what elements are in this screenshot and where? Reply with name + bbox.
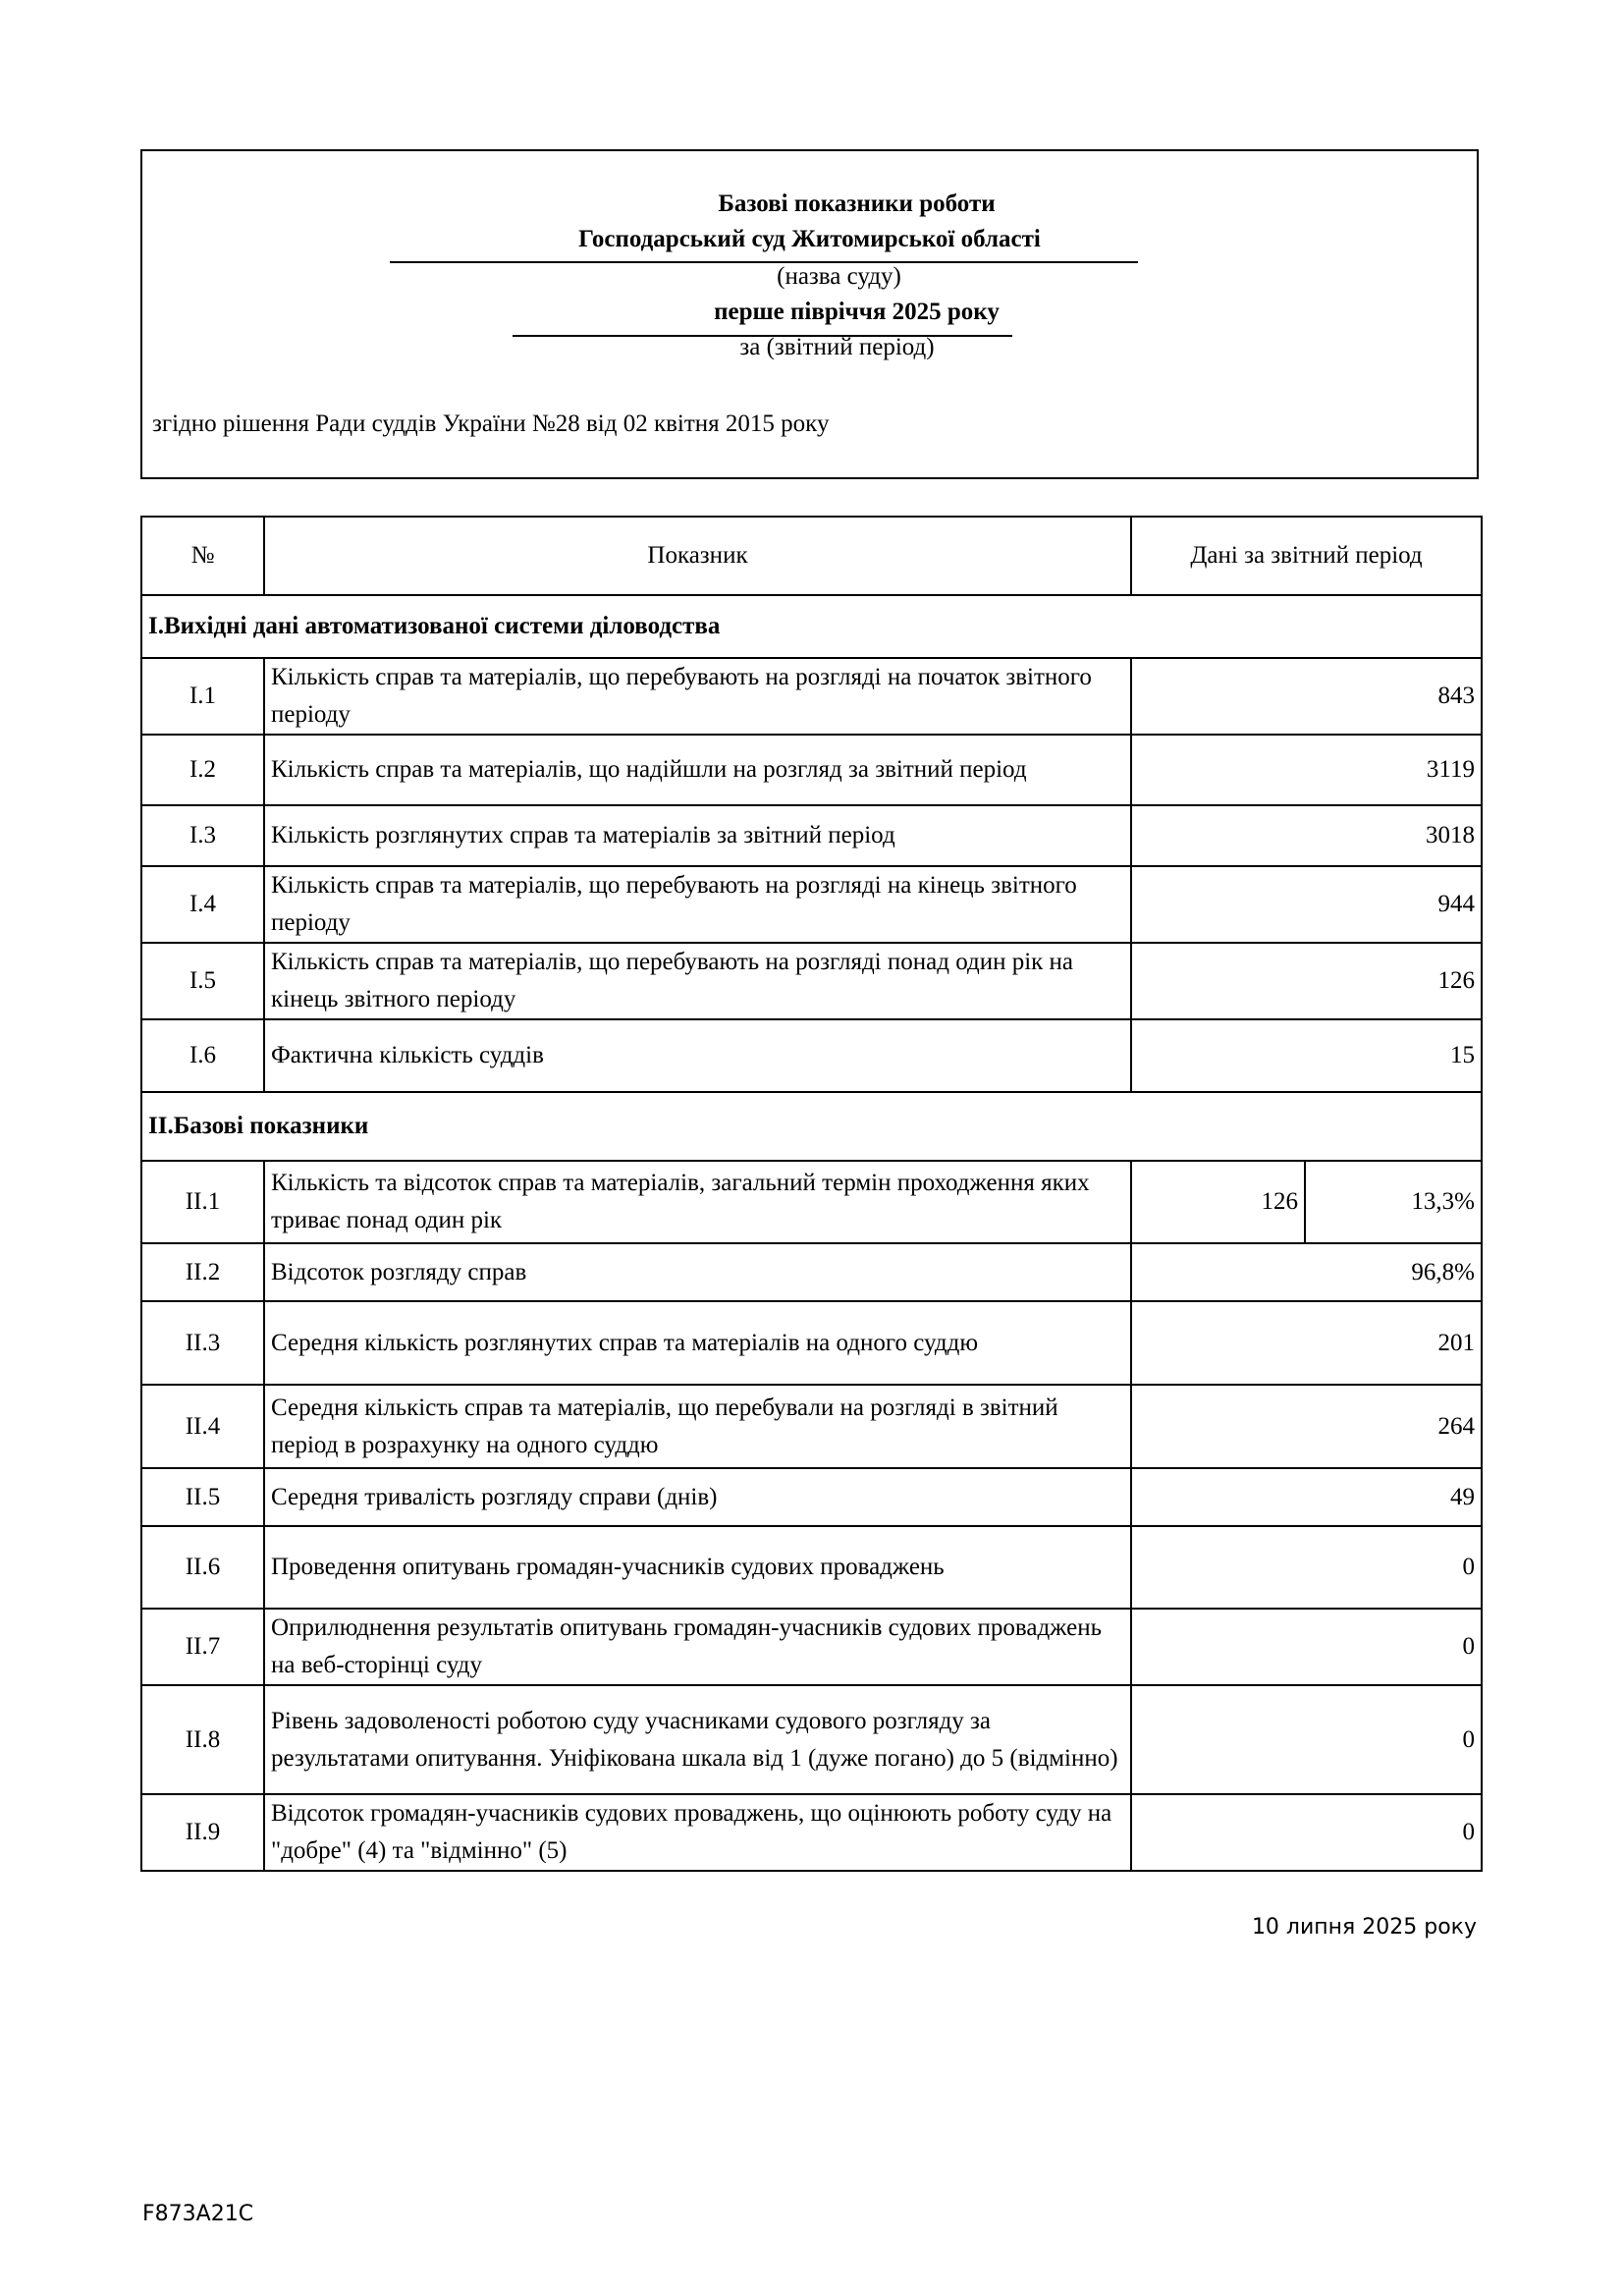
section-2-title: II.Базові показники [141, 1092, 1482, 1161]
table-row [141, 658, 1482, 735]
column-header-indicator: Показник [264, 517, 1131, 595]
row-value: 944 [1131, 866, 1482, 943]
report-period: перше півріччя 2025 року [714, 299, 1000, 325]
period-underline [513, 335, 1012, 337]
row-value: 0 [1131, 1794, 1482, 1871]
row-value: 49 [1131, 1468, 1482, 1526]
row-label: Кількість справ та матеріалів, що надійшли на розгляд за звітний період [264, 735, 1131, 805]
row-value: 843 [1131, 658, 1482, 735]
table-header-row [141, 517, 1482, 595]
row-value: 96,8% [1131, 1243, 1482, 1301]
row-number: I.5 [141, 943, 264, 1019]
row-value: 0 [1131, 1685, 1482, 1794]
row-value: 264 [1131, 1385, 1482, 1468]
document-code: F873A21C [142, 2202, 254, 2226]
row-label: Кількість справ та матеріалів, що перебувають на розгляді на початок звітного періоду [264, 658, 1131, 735]
table-row [141, 1526, 1482, 1609]
row-value: 0 [1131, 1609, 1482, 1685]
row-number: II.4 [141, 1385, 264, 1468]
row-number: II.2 [141, 1243, 264, 1301]
section-row [141, 595, 1482, 658]
row-value: 0 [1131, 1526, 1482, 1609]
report-date: 10 липня 2025 року [1251, 1915, 1477, 1940]
section-row [141, 1092, 1482, 1161]
row-value: 201 [1131, 1301, 1482, 1385]
section-1-title: I.Вихідні дані автоматизованої системи діловодства [141, 595, 1482, 658]
row-label: Середня кількість справ та матеріалів, що перебували на розгляді в звітний період в розрахунку на одного суддю [264, 1385, 1131, 1468]
row-label: Кількість справ та матеріалів, що перебувають на розгляді понад один рік на кінець звітного періоду [264, 943, 1131, 1019]
row-number: I.4 [141, 866, 264, 943]
court-name-caption: (назва суду) [777, 263, 901, 290]
table-row [141, 1243, 1482, 1301]
table-row [141, 1609, 1482, 1685]
row-label: Відсоток розгляду справ [264, 1243, 1131, 1301]
row-number: II.9 [141, 1794, 264, 1871]
row-number: II.7 [141, 1609, 264, 1685]
row-label: Середня кількість розглянутих справ та матеріалів на одного суддю [264, 1301, 1131, 1385]
table-row [141, 1301, 1482, 1385]
row-value: 3119 [1131, 735, 1482, 805]
table-row [141, 1161, 1482, 1243]
indicators-table [140, 516, 1483, 1872]
table-row [141, 735, 1482, 805]
table-row [141, 1794, 1482, 1871]
row-number: I.6 [141, 1019, 264, 1092]
row-number: II.6 [141, 1526, 264, 1609]
court-name: Господарський суд Житомирської області [578, 226, 1041, 252]
table-row [141, 805, 1482, 866]
row-number: II.5 [141, 1468, 264, 1526]
table-row [141, 1468, 1482, 1526]
row-value: 126 [1131, 943, 1482, 1019]
table-row [141, 1019, 1482, 1092]
legal-basis: згідно рішення Ради суддів України №28 від 02 квітня 2015 року [152, 410, 830, 437]
row-number: II.8 [141, 1685, 264, 1794]
table-row [141, 1385, 1482, 1468]
row-label: Кількість справ та матеріалів, що перебувають на розгляді на кінець звітного періоду [264, 866, 1131, 943]
row-label: Проведення опитувань громадян-учасників судових проваджень [264, 1526, 1131, 1609]
row-number: II.1 [141, 1161, 264, 1243]
row-number: I.3 [141, 805, 264, 866]
row-number: I.1 [141, 658, 264, 735]
report-title: Базові показники роботи [718, 191, 996, 217]
row-value-percent: 13,3% [1305, 1161, 1482, 1243]
row-label: Відсоток громадян-учасників судових проваджень, що оцінюють роботу суду на "добре" (4) та "відмінно" (5) [264, 1794, 1131, 1871]
row-value: 3018 [1131, 805, 1482, 866]
column-header-number: № [141, 517, 264, 595]
row-label: Оприлюднення результатів опитувань громадян-учасників судових проваджень на веб-сторінці суду [264, 1609, 1131, 1685]
row-label: Кількість та відсоток справ та матеріалів, загальний термін проходження яких триває понад один рік [264, 1161, 1131, 1243]
report-period-caption: за (звітний період) [739, 334, 935, 360]
row-label: Кількість розглянутих справ та матеріалів за звітний період [264, 805, 1131, 866]
row-label: Середня тривалість розгляду справи (днів) [264, 1468, 1131, 1526]
table-row [141, 1685, 1482, 1794]
row-number: II.3 [141, 1301, 264, 1385]
table-row [141, 943, 1482, 1019]
report-header-box [140, 149, 1479, 479]
table-row [141, 866, 1482, 943]
row-label: Фактична кількість суддів [264, 1019, 1131, 1092]
row-number: I.2 [141, 735, 264, 805]
column-header-period-data: Дані за звітний період [1131, 517, 1482, 595]
row-value: 15 [1131, 1019, 1482, 1092]
row-value-count: 126 [1131, 1161, 1305, 1243]
row-label: Рівень задоволеності роботою суду учасниками судового розгляду за результатами опитування. Уніфікована шкала від 1 (дуже погано) до 5 (відмінно) [264, 1685, 1131, 1794]
